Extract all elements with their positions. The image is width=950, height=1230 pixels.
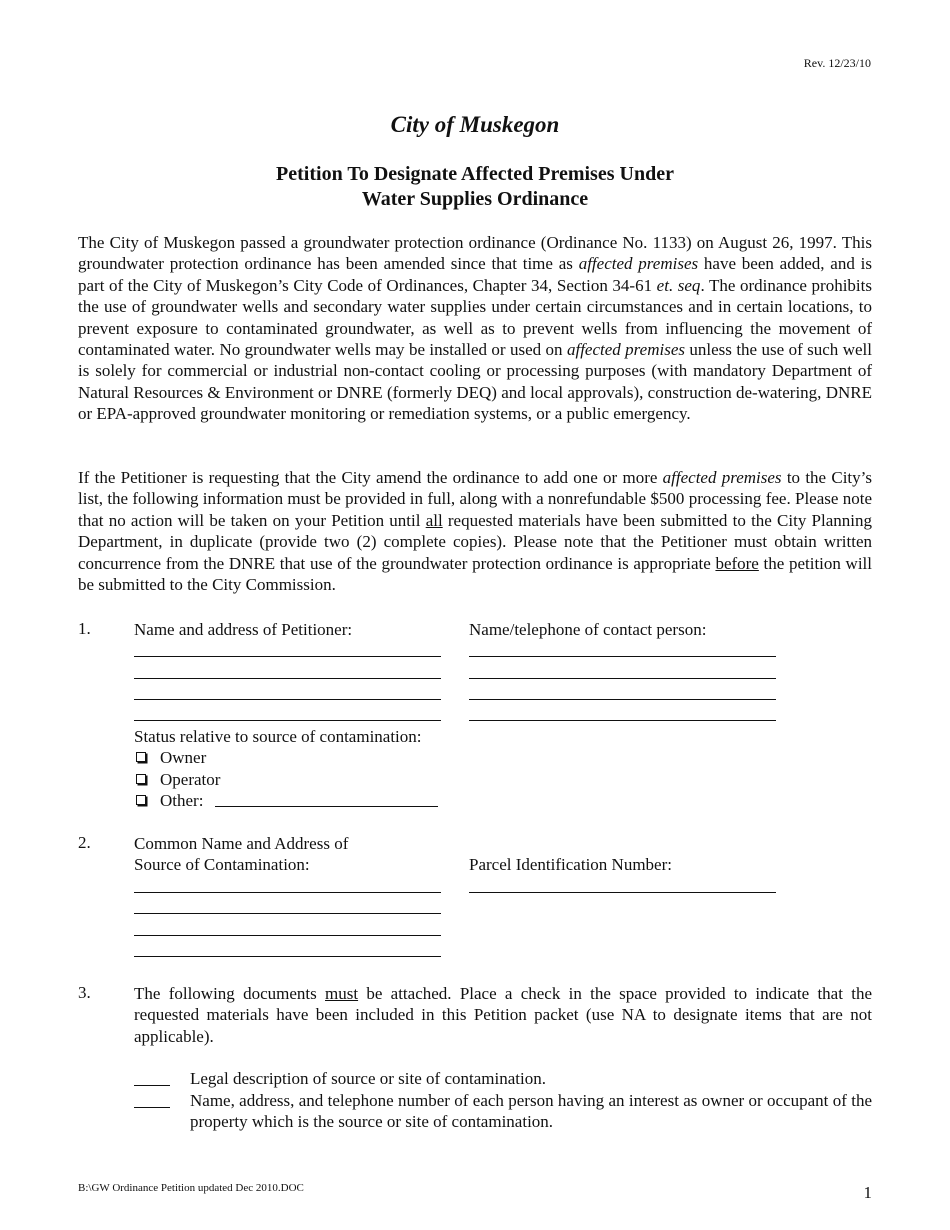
instructions-text: be attached. Place a check in the space provided to indicate that the requested materials have been included in this Petition packet (use NA to designate items that are not applicable). [134, 984, 872, 1046]
source-field-line-3[interactable] [134, 935, 441, 936]
status-option-owner[interactable] [136, 747, 206, 768]
footer-file-path: B:\GW Ordinance Petition updated Dec 2010.DOC [78, 1182, 304, 1194]
source-field-line-4[interactable] [134, 956, 441, 957]
petitioner-field-line-4[interactable] [134, 720, 441, 721]
other-field-line[interactable] [215, 806, 438, 807]
option-label: Operator [160, 770, 221, 789]
petitioner-field-line-2[interactable] [134, 678, 441, 679]
request-italic: affected premises [662, 468, 782, 487]
request-underline: all [425, 510, 443, 530]
request-text: the petition will be submitted to the City Commission. [78, 553, 872, 595]
intro-italic: et. seq [656, 275, 701, 295]
intro-italic: affected premises [566, 340, 685, 360]
doc-check-blank[interactable] [134, 1070, 170, 1086]
intro-italic: affected premises [578, 254, 699, 274]
source-label-line-1: Common Name and Address of [134, 834, 349, 853]
request-underline: before [715, 553, 759, 573]
contact-field-line-3[interactable] [469, 699, 776, 700]
request-text: to the City’s list, the following information must be provided in full, along with a nonrefundable $500 processing fee. Please note that no action will be taken on your Petition until [78, 468, 872, 530]
petitioner-field-line-1[interactable] [134, 656, 441, 657]
parcel-field-line[interactable] [469, 892, 776, 893]
option-label: Other: [160, 791, 204, 810]
document-title [0, 162, 950, 212]
request-text: requested materials have been submitted to the City Planning Department, in duplicate (provide two (2) complete copies). Please note that the Petitioner must obtain written concurrence from the DNRE that use of the groundwater protection ordinance is appropriate [78, 510, 872, 573]
page-number: 1 [863, 1183, 872, 1202]
intro-text: have been added, and is part of the City of Muskegon’s City Code of Ordinances, Chapter 34, Section 34-61 [78, 254, 872, 295]
intro-text: unless the use of such well is solely for commercial or industrial non-contact cooling or processing purposes (with mandatory Department of Natural Resources & Environment or DNRE (formerly DEQ) and local approvals), construction de-watering, DNRE or EPA-approved groundwater monitoring or remediation systems, or a public emergency. [78, 340, 872, 424]
source-field-line-1[interactable] [134, 892, 441, 893]
doc-item-owner-contacts [134, 1090, 872, 1132]
intro-text: . The ordinance prohibits the use of groundwater wells and secondary water supplies under certain circumstances and in certain locations, to prevent exposure to contaminated groundwater, as well as to prevent wells from influencing the movement of contaminated water. No groundwater wells may be installed or used on [78, 275, 872, 360]
title-line-1: Petition To Designate Affected Premises Under [276, 163, 674, 185]
item-3-number: 3. [78, 983, 91, 1002]
title-line-2: Water Supplies Ordinance [361, 188, 589, 210]
request-text: If the Petitioner is requesting that the City amend the ordinance to add one or more [78, 468, 663, 487]
parcel-label: Parcel Identification Number: [469, 855, 672, 874]
status-option-operator[interactable] [136, 769, 220, 790]
status-option-other[interactable] [136, 790, 203, 811]
source-label [134, 833, 348, 876]
checkbox-icon[interactable] [136, 752, 146, 762]
petitioner-label: Name and address of Petitioner: [134, 620, 353, 639]
checkbox-icon[interactable] [136, 774, 146, 784]
source-label-line-2: Source of Contamination: [134, 855, 310, 875]
doc-check-blank[interactable] [134, 1092, 170, 1108]
request-paragraph [78, 467, 872, 595]
attachments-instructions [134, 983, 872, 1047]
doc-item-text: Name, address, and telephone number of each person having an interest as owner or occupant of the property which is the source or site of contamination. [190, 1091, 872, 1132]
contact-label: Name/telephone of contact person: [469, 620, 707, 639]
item-1-number: 1. [78, 619, 91, 638]
intro-text: The City of Muskegon passed a groundwater protection ordinance (Ordinance No. 1133) on August 26, 1997. This groundwater protection ordinance has been amended since that time as [78, 233, 872, 274]
revision-date: Rev. 12/23/10 [803, 56, 871, 70]
source-field-line-2[interactable] [134, 913, 441, 914]
doc-item-text: Legal description of source or site of contamination. [190, 1069, 546, 1088]
intro-paragraph [78, 232, 872, 425]
city-heading: City of Muskegon [390, 112, 560, 137]
option-label: Owner [160, 748, 207, 767]
petitioner-field-line-3[interactable] [134, 699, 441, 700]
contact-field-line-1[interactable] [469, 656, 776, 657]
contact-field-line-4[interactable] [469, 720, 776, 721]
instructions-underline: must [325, 984, 359, 1003]
instructions-text: The following documents [134, 984, 326, 1003]
contact-field-line-2[interactable] [469, 678, 776, 679]
item-2-number: 2. [78, 833, 91, 852]
status-label: Status relative to source of contamination: [134, 727, 422, 746]
doc-item-legal-description [134, 1068, 872, 1089]
checkbox-icon[interactable] [136, 795, 146, 805]
